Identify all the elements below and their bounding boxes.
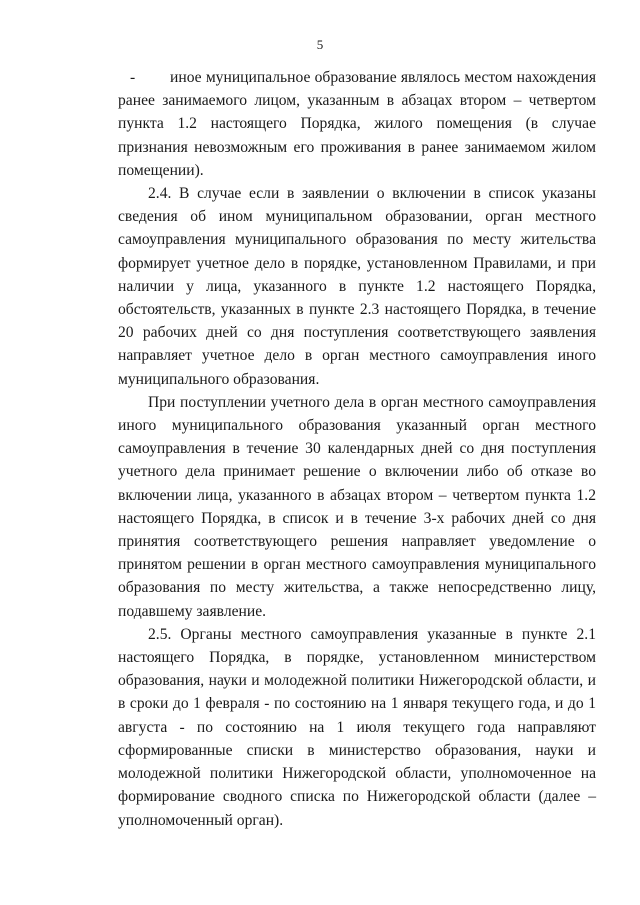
paragraph-2-4: 2.4. В случае если в заявлении о включении в список указаны сведения об ином муниципальном образовании, орган местного самоуправления муниципального образования по месту жительства формирует учетное дело в порядке, установленном Правилами, и при наличии у лица, указанного в пункте 1.2 настоящего Порядка, обстоятельств, указанных в пункте 2.3 настоящего Порядка, в течение 20 рабочих дней со дня поступления соответствующего заявления направляет учетное дело в орган местного самоуправления иного муниципального образования. xyxy=(118,185,596,388)
paragraph-text: иное муниципальное образование являлось местом нахождения ранее занимаемого лицом, указанным в абзацах втором – четвертом пункта 1.2 настоящего Порядка, жилого помещения (в случае признания невозможным его проживания в ранее занимаемом жилом помещении). xyxy=(118,69,596,179)
paragraph-2-5: 2.5. Органы местного самоуправления указанные в пункте 2.1 настоящего Порядка, в порядке, установленном министерством образования, науки и молодежной политики Нижегородской области, и в сроки до 1 февраля - по состоянию на 1 января текущего года, и до 1 августа - по состоянию на 1 июля текущего года направляют сформированные списки в министерство образования, науки и молодежной политики Нижегородской области, уполномоченное на формирование сводного списка по Нижегородской области (далее – уполномоченный орган). xyxy=(118,625,596,829)
page-number: 5 xyxy=(316,37,324,52)
paragraph-case-file: При поступлении учетного дела в орган местного самоуправления иного муниципального образования указанный орган местного самоуправления в течение 30 календарных дней со дня поступления учетного дела принимает решение о включении либо об отказе во включении лица, указанного в абзацах втором – четвертом пункта 1.2 настоящего Порядка, в список и в течение 3-х рабочих дней со дня принятия соответствующего решения направляет уведомление о принятом решении в орган местного самоуправления муниципального образования по месту жительства, а также непосредственно лицу, подавшему заявление. xyxy=(118,393,596,620)
list-dash: - xyxy=(130,69,136,86)
paragraph-dash-item xyxy=(118,66,596,182)
document-body xyxy=(118,66,596,832)
